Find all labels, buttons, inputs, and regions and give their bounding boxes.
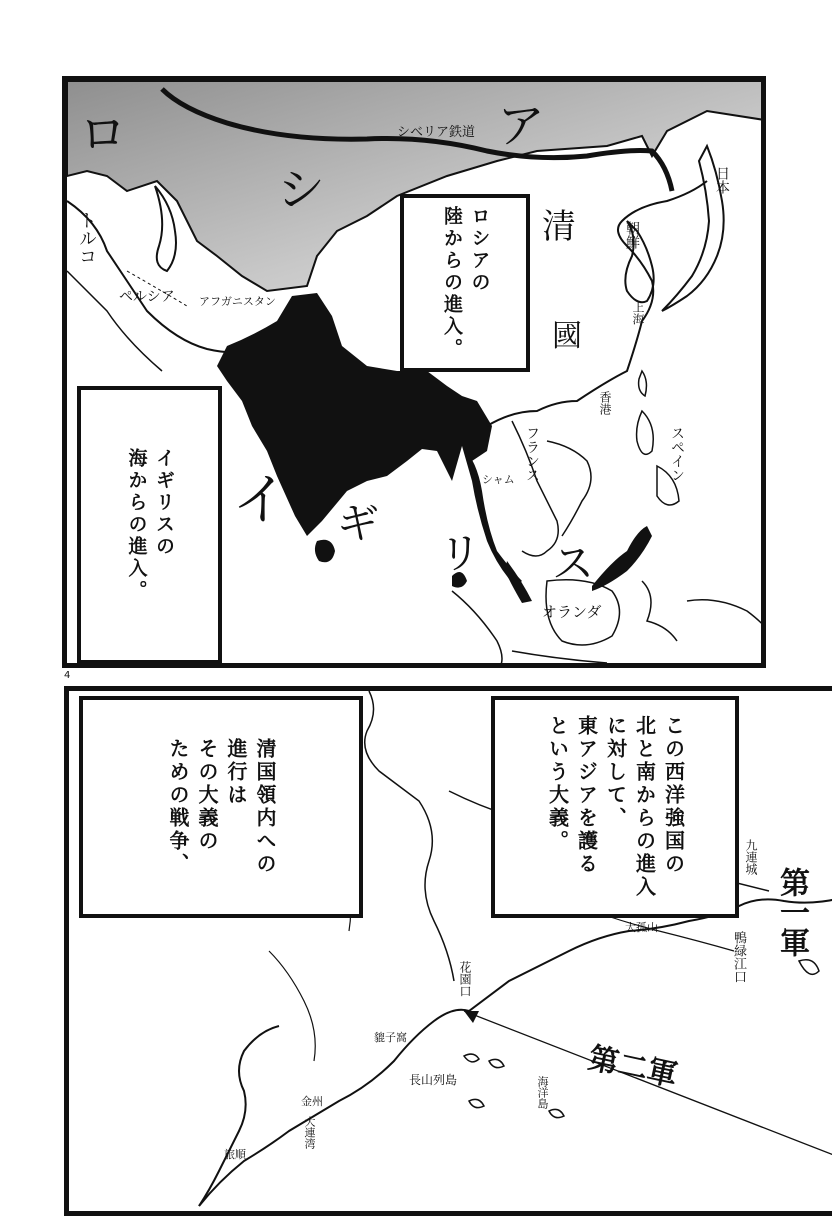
label-turkey: トルコ (76, 211, 97, 265)
label-jinzhou: 金州 (301, 1095, 323, 1108)
caption-right: この西洋強国の 北と南からの進入 に対して、 東アジアを護る という大義。 (545, 715, 686, 899)
label-afghanistan: アフガニスタン (199, 295, 276, 308)
label-britain-i: イ (232, 468, 288, 533)
label-lushun: 旅順 (224, 1148, 246, 1161)
page-number: 4 (64, 670, 71, 681)
caption-britain: イギリスの 海からの進入。 (125, 448, 176, 602)
caption-box-russia (400, 194, 530, 372)
label-japan: 日本 (714, 166, 730, 194)
label-jiuliancheng: 九連城 (744, 839, 758, 875)
label-netherlands: オランダ (542, 603, 602, 621)
label-haiyang: 海洋島 (536, 1076, 549, 1109)
caption-box-right (491, 696, 739, 918)
caption-box-left (79, 696, 363, 918)
label-second-army: 第二軍 (585, 1040, 681, 1094)
map-panel-asia (62, 76, 766, 668)
label-britain-su: ス (552, 539, 595, 588)
label-france: フランス (524, 426, 540, 482)
caption-left: 清国領内への 進行は その大義の ための戦争、 (166, 738, 277, 876)
caption-russia: ロシアの 陸からの進入。 (441, 206, 491, 360)
label-russia-shi: シ (277, 162, 326, 218)
label-first-army: 第一軍 (774, 867, 809, 957)
label-qing-2: 國 (552, 319, 582, 354)
label-dagushan: 大孤山 (625, 921, 658, 934)
map-panel-liaodong (64, 686, 832, 1216)
caption-box-britain (77, 386, 222, 664)
label-dalianwan: 大連湾 (303, 1116, 316, 1149)
label-siam: シャム (482, 473, 515, 486)
label-russia-ro: ロ (79, 106, 128, 162)
label-korea: 朝鮮 (624, 221, 640, 249)
label-britain-ri: リ (439, 529, 482, 578)
label-hongkong: 香港 (598, 391, 612, 415)
label-huayuankou: 花園口 (458, 961, 472, 997)
label-qing-1: 清 (542, 207, 576, 247)
label-britain-gi: ギ (337, 499, 380, 548)
ceylon-island (315, 540, 335, 563)
label-yalu: 鴨緑江口 (731, 931, 746, 983)
label-changshan: 長山列島 (409, 1073, 458, 1087)
label-spain: スペイン (669, 426, 685, 482)
label-shanghai: 上海 (631, 301, 645, 325)
label-biziwo: 貔子窩 (374, 1031, 407, 1044)
label-russia-a: ア (497, 98, 546, 154)
label-railway: シベリア鉄道 (397, 125, 476, 140)
label-persia: ペルシア (119, 289, 175, 305)
caspian-sea (155, 186, 176, 271)
